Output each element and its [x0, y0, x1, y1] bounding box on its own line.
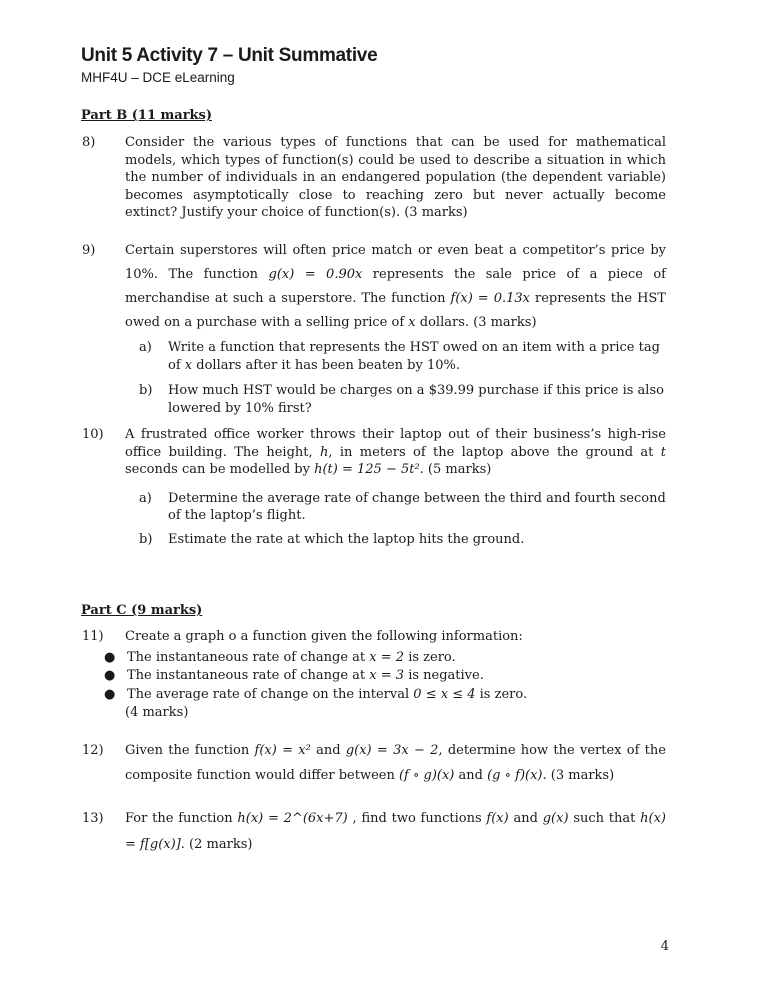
question-text: Create a graph o a function given the following information:: [125, 629, 523, 644]
math-expression: h(t) = 125 − 5t²: [314, 462, 420, 477]
subquestion-text: How much HST would be charges on a $39.99 purchase if this price is also lowered by 10% first?: [168, 383, 664, 416]
question-number: 13): [82, 811, 104, 826]
subquestion-label: a): [139, 490, 152, 506]
course-subtitle: MHF4U – DCE eLearning: [81, 70, 235, 85]
part-c-heading: Part C (9 marks): [81, 603, 203, 618]
subquestion-a: [125, 490, 666, 525]
question-number: 11): [82, 629, 104, 644]
question-number: 8): [82, 135, 96, 150]
list-item: ● The instantaneous rate of change at x = 2 is zero.: [82, 649, 666, 668]
subquestion-b: [125, 382, 666, 417]
bullet-icon: ●: [104, 649, 116, 665]
question-number: 10): [82, 427, 104, 442]
question-text: Certain superstores will often price match or even beat a competitor’s price by 10%. The function g(x) = 0.90x represents the sale price of a piece of merchandise at such a superstore. The function f(x) = 0.13x represents the HST owed on a purchase with a selling price of x dollars. (3 marks): [125, 243, 666, 330]
question-13: [82, 806, 666, 858]
question-text: A frustrated office worker throws their laptop out of their business’s high-rise office building. The height, h, in meters of the laptop above the ground at t seconds can be modelled by h(t) = 125 − 5t². (5 marks): [125, 427, 666, 477]
part-b-heading: Part B (11 marks): [81, 108, 213, 123]
subquestion-text: Estimate the rate at which the laptop hits the ground.: [168, 531, 525, 547]
list-item: ● The average rate of change on the interval 0 ≤ x ≤ 4 is zero.: [82, 686, 666, 705]
question-number: 12): [82, 743, 104, 758]
math-expression: g(x) = 0.90x: [268, 267, 363, 282]
bullet-icon: ●: [104, 668, 116, 683]
subquestion-text: Determine the average rate of change between the third and fourth second of the laptop’s flight.: [168, 490, 666, 523]
question-text: Consider the various types of functions that can be used for mathematical models, which types of function(s) could be used to describe a situation in which the number of individuals in an endangered population (the dependent variable) becomes asymptotically close to reaching zero but never actually become extinct? Justify your choice of function(s). (3 marks): [125, 135, 666, 220]
math-variable: x: [408, 315, 416, 330]
subquestion-a: [125, 339, 666, 374]
subquestion-label: b): [139, 383, 153, 398]
list-item: ● The instantaneous rate of change at x = 3 is negative.: [82, 667, 666, 686]
subquestion-b: [125, 531, 666, 549]
question-12: [82, 738, 666, 788]
page-number: 4: [660, 939, 669, 954]
subquestion-label: b): [139, 531, 153, 547]
question-text: Given the function f(x) = x² and g(x) = 3x − 2, determine how the vertex of the composite function would differ between (f ∘ g)(x) and (g ∘ f)(x). (3 marks): [125, 743, 666, 783]
subquestion-label: a): [139, 340, 152, 355]
question-text: For the function h(x) = 2^(6x+7) , find two functions f(x) and g(x) such that h(x) = f[g(x)]. (2 marks): [125, 811, 666, 852]
subquestion-text: Write a function that represents the HST owed on an item with a price tag of x dollars after it has been beaten by 10%.: [168, 340, 660, 373]
bullet-list: [82, 649, 666, 705]
math-expression: f(x) = 0.13x: [450, 291, 530, 306]
question-number: 9): [82, 243, 96, 258]
question-8: [82, 134, 666, 222]
page-title: Unit 5 Activity 7 – Unit Summative: [81, 45, 378, 66]
question-9: [82, 239, 666, 417]
question-10: [82, 426, 666, 548]
question-marks: (4 marks): [125, 705, 189, 720]
bullet-icon: ●: [104, 686, 116, 702]
question-11: [82, 628, 666, 723]
